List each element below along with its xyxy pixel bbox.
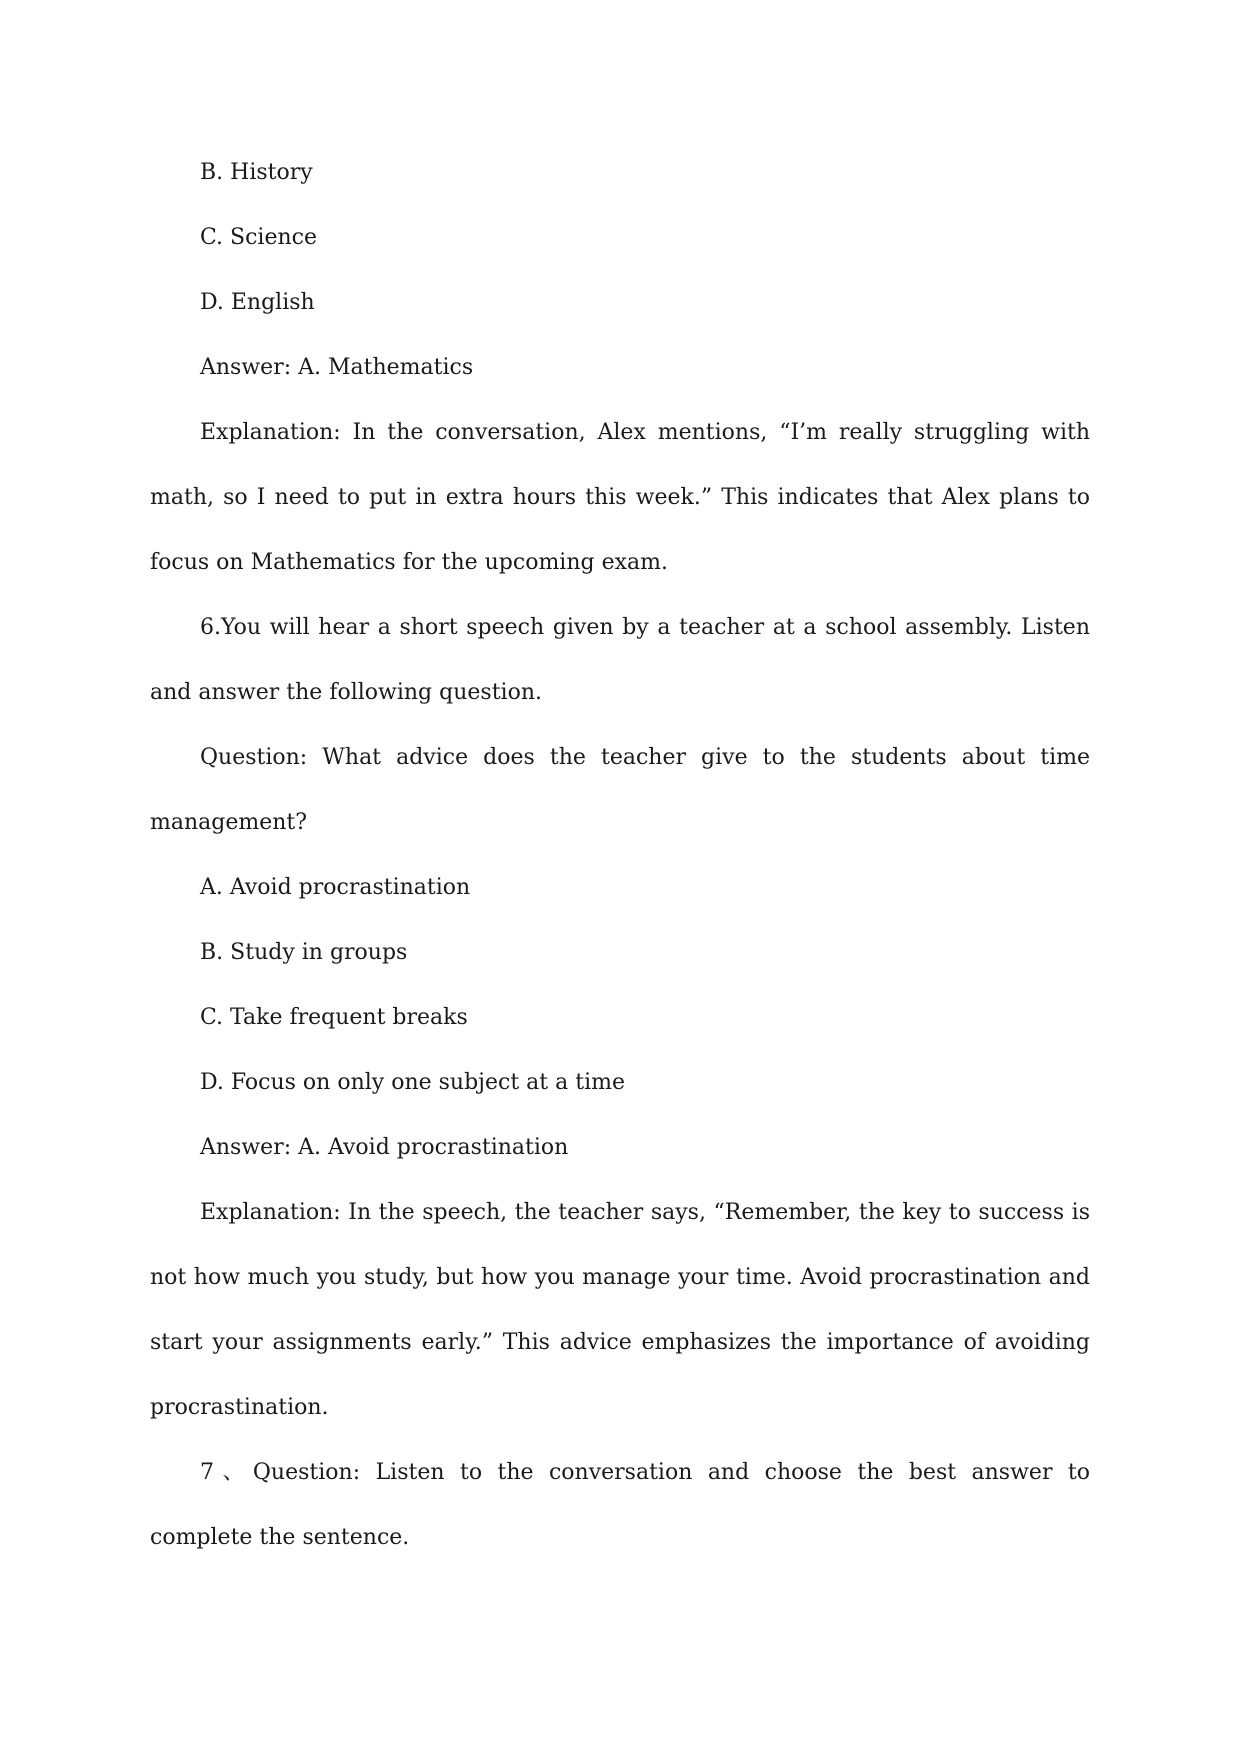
option-b-study-in-groups: B. Study in groups [200, 940, 408, 965]
option-b-history: B. History [200, 160, 313, 185]
question-6-instructions: 6.You will hear a short speech given by a teacher at a school assembly. Listen and answer the following question. [150, 615, 1090, 705]
question-6-prompt: Question: What advice does the teacher give to the students about time management? [150, 745, 1090, 835]
answer-question-6: Answer: A. Avoid procrastination [200, 1135, 569, 1160]
answer-question-5: Answer: A. Mathematics [200, 355, 474, 380]
explanation-question-5: Explanation: In the conversation, Alex mentions, “I’m really struggling with math, so I need to put in extra hours this week.” This indicates that Alex plans to focus on Mathematics for the upcoming exam. [150, 420, 1090, 575]
document-page [150, 140, 1090, 1570]
option-a-avoid-procrastination: A. Avoid procrastination [200, 875, 471, 900]
explanation-question-6: Explanation: In the speech, the teacher says, “Remember, the key to success is not how much you study, but how you manage your time. Avoid procrastination and start your assignments early.” This advice emphasizes the importance of avoiding procrastination. [150, 1200, 1090, 1420]
option-d-english: D. English [200, 290, 315, 315]
option-c-science: C. Science [200, 225, 317, 250]
option-d-one-subject: D. Focus on only one subject at a time [200, 1070, 625, 1095]
question-7-prompt: 7、Question: Listen to the conversation and choose the best answer to complete the sentence. [150, 1460, 1090, 1550]
option-c-take-breaks: C. Take frequent breaks [200, 1005, 468, 1030]
